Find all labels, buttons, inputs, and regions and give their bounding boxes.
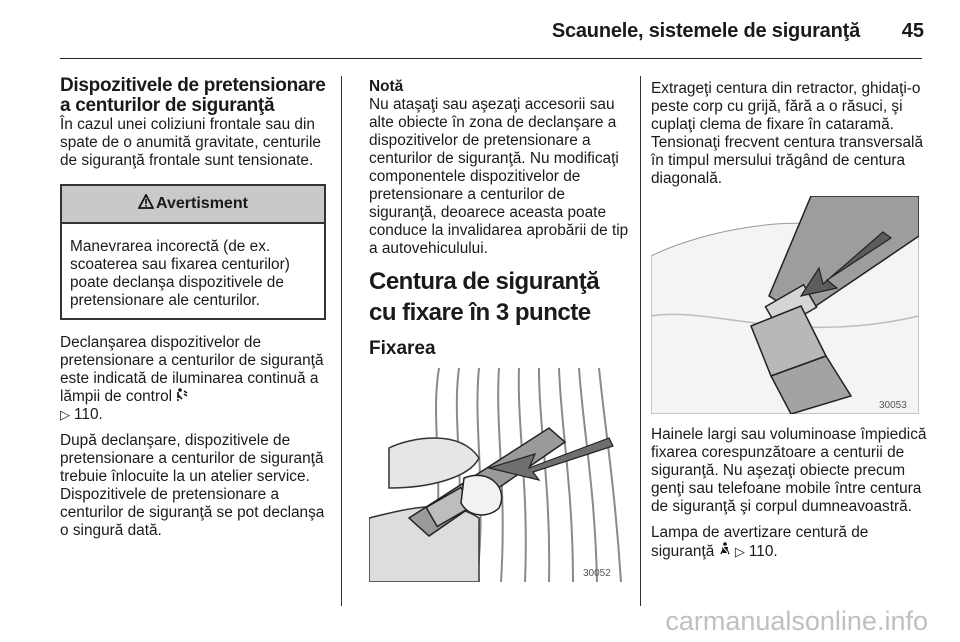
replacement-paragraph: După declanşare, dispozitivele de pretensionare a centurilor de siguranţă trebuie înlocuite la un atelier service. Dispozitivele de pretensionare a centurilor de siguranţă se pot declanşa o singură dată.: [60, 432, 325, 539]
page-number: 45: [901, 20, 924, 42]
pretensioner-control-lamp-icon: [176, 388, 188, 405]
column-left: [60, 76, 326, 548]
page-header-title: Scaunele, sistemele de siguranţă: [551, 20, 860, 42]
column-divider: [640, 76, 641, 606]
intro-paragraph: În cazul unei coliziuni frontale sau din spate de o anumită gravitate, centurile de siguranţă frontale sunt tensionate.: [60, 116, 321, 169]
page-reference-arrow-icon: ▷: [60, 407, 70, 422]
extract-belt-paragraph: Extrageţi centura din retractor, ghidaţi-o peste corp cu grijă, fără a o răsuci, şi cuplaţi clema de fixare în cataramă. Tensionaţi frecvent centura transversală în timpul mersului trăgând de centura diagonală.: [651, 80, 924, 187]
subsection-title: Fixarea: [369, 338, 436, 359]
page-reference[interactable]: 110.: [748, 543, 778, 560]
site-watermark: carmanualsonline.info: [665, 606, 928, 636]
page-reference[interactable]: 110.: [74, 406, 103, 423]
note-title: Notă: [369, 78, 404, 95]
warning-header: [62, 186, 324, 224]
belt-fastening-illustration: [369, 368, 627, 582]
warning-triangle-icon: [138, 194, 154, 214]
image-code: 30053: [879, 400, 907, 411]
trigger-paragraph: Declanşarea dispozitivelor de pretensionare a centurilor de siguranţă este indicată de iluminarea continuă a lămpii de control ▷ 110.: [60, 334, 324, 423]
seat-belt-reminder-icon: [719, 543, 735, 560]
warning-box: [60, 184, 326, 320]
page-reference-arrow-icon: ▷: [734, 544, 745, 559]
warning-text: Manevrarea incorectă (de ex. scoaterea sau fixarea centurilor) poate declanşa dispozitivele de pretensionare ale centurilor.: [70, 238, 290, 309]
warning-lamp-paragraph: Lampa de avertizare centură de siguranţă ▷ 110.: [651, 524, 869, 560]
column-divider: [341, 76, 342, 606]
column-middle: [369, 78, 631, 582]
image-code: 30052: [583, 568, 611, 579]
clothing-paragraph: Hainele largi sau voluminoase împiedică fixarea corespunzătoare a centurii de siguranţă. Nu aşezaţi obiecte precum genţi sau telefoane mobile între centura de siguranţă şi corpul dumneavoastră.: [651, 426, 927, 515]
section-heading: Dispozitivele de pretensionare a centurilor de siguranţă: [60, 75, 326, 116]
column-right: [651, 80, 927, 569]
header-rule: [60, 58, 922, 59]
section-title: Centura de siguranţă cu fixare în 3 puncte: [369, 268, 600, 326]
note-text: Nu ataşaţi sau aşezaţi accesorii sau alte obiecte în zona de declanşare a dispozitivelor de pretensionare a centurilor de siguranţă. Nu modificaţi componentele dispozitivelor de pretensionare a centurilor de siguranţă, deoarece aceasta poate conduce la invalidarea aprobării de tip a autovehiculului.: [369, 96, 629, 257]
warning-title: Avertisment: [156, 195, 248, 212]
buckle-insertion-illustration: [651, 196, 919, 414]
